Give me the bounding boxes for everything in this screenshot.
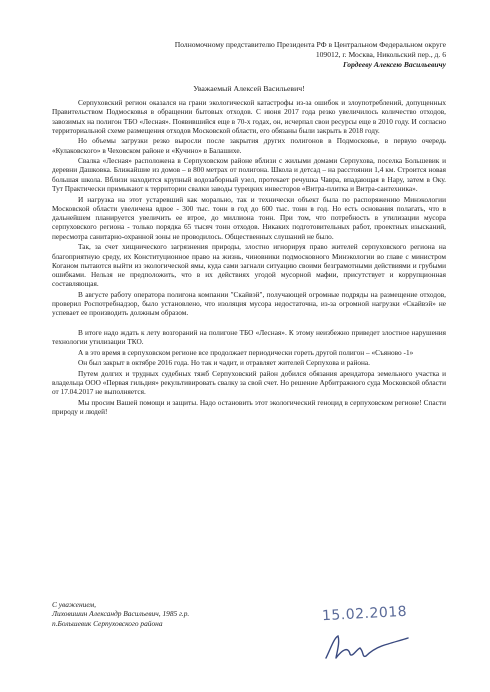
paragraph: Серпуховский регион оказался на грани экологической катастрофы из-за ошибок и злоупотреблений, допущенных Правительством Подмосковья в обращении бытовых отходов. С июня 2017 года резко увеличилось количество отходов, завозимых на полигон ТБО «Лесная». Появившийся еще в 70-х годах, он, исчерпал свои ресурсы еще в 2010 году. И согласно территориальной схеме размещения отходов Московской области, его обязаны были закрыть в 2018 году. xyxy=(52,98,446,135)
paragraph: Он был закрыт в октябре 2016 года. Но так и чадит, и отравляет жителей Серпухова и района. xyxy=(78,358,370,368)
paragraph: Путем долгих и трудных судебных тяжб Серпуховский район добился обязания арендатора земельного участка и владельца ООО «Первая гильдия» рекультивировать свалку за свой счет. Но решение Арбитражного суда Московской области от 17.04.2017 не выполняется. xyxy=(52,368,446,397)
paragraph: В августе работу оператора полигона компании "Скайвэй", получающей огромные подряды на размещение отходов, проверил Роспотребнадзор, было установлено, что изоляция мусора недостаточна, из-за огромной нагрузки «Скайвэй» не успевает ее производить должным образом. xyxy=(52,289,446,318)
paragraph: Свалка «Лесная» расположена в Серпуховском районе вблизи с жилыми домами Серпухова, поселка Большевик и деревни Дашковка. Ближайшие из домов – в 800 метрах от полигона. Школа и детсад – на расстоянии 1,4 км. Строится новая большая школа. Вблизи находится крупный водозаборный узел, протекает речушка Чавра, впадающая в Нару, затем в Оку. Тут Практически примыкают к территории свалки заводы турецких инвесторов «Витра-плитка и Витра-сантехника». xyxy=(52,156,446,194)
letter-body xyxy=(52,98,446,416)
paragraph: А в это время в серпуховском регионе все продолжает периодически гореть другой полигон – «Съяново -1» xyxy=(78,347,414,357)
handwritten-date: 15.02.2018 xyxy=(321,603,408,625)
paragraph: Но объемы загрузки резко выросли после закрытия других полигонов в Подмосковье, в первую очередь «Кулаковского» в Чеховском районе и «Кучино» в Балашихе. xyxy=(52,136,446,155)
sender-location: п.Большевик Серпуховского района xyxy=(52,618,163,628)
closing-regards: С уважением, xyxy=(52,600,96,609)
sender-name: Лиховишин Александр Васильевич, 1985 г.р. xyxy=(52,609,190,619)
paragraph: Мы просим Вашей помощи и защиты. Надо остановить этот экологический геноцид в серпуховском регионе! Спасти природу и людей! xyxy=(52,397,446,416)
addressee-block xyxy=(52,40,446,70)
closing-block xyxy=(52,600,189,628)
addressee-address: 109012, г. Москва, Никольский пер., д. 6 xyxy=(315,50,446,59)
addressee-name: Гордееву Алексею Васильевичу xyxy=(343,60,446,69)
paragraph: Так, за счет хищнического загрязнения природы, злостно игнорируя право жителей серпуховского региона на благоприятную среду, их Конституционное право на жизнь, чиновники подмосковного Минэкологии во главе с министром Коганом пытаются выйти из экологической ямы, куда сами загнали ситуацию своими безграмотными действиями и грубыми ошибками. Нельзя не предположить, что в их действиях угодой мусорной мафии, присутствует и коррупционная составляющая. xyxy=(52,242,446,289)
salutation: Уважаемый Алексей Васильевич! xyxy=(193,84,305,93)
paragraph: И нагрузка на этот устаревший как морально, так и технически объект была по распоряжению Минэкологии Московской области увеличена вдвое - 300 тыс. тонн в год до 600 тыс. тонн в год. Но есть основания полагать, что в дальнейшем планируется увеличить ее втрое, до миллиона тонн. При том, что потребность в утилизации мусора серпуховского региона - только порядка 65 тысяч тонн отходов. Никаких подготовительных работ, проектных изысканий, пересмотра санитарно-охранной зоны не проводилось. Общественных слушаний не было. xyxy=(52,194,446,241)
paragraph: В итоге надо ждать к лету возгораний на полигоне ТБО «Лесная». К этому неизбежно приведет злостное нарушения технологии утилизации ТКО. xyxy=(52,327,446,347)
handwritten-signature xyxy=(322,628,410,666)
addressee-title: Полномочному представителю Президента РФ в Центральном Федеральном округе xyxy=(174,40,446,49)
